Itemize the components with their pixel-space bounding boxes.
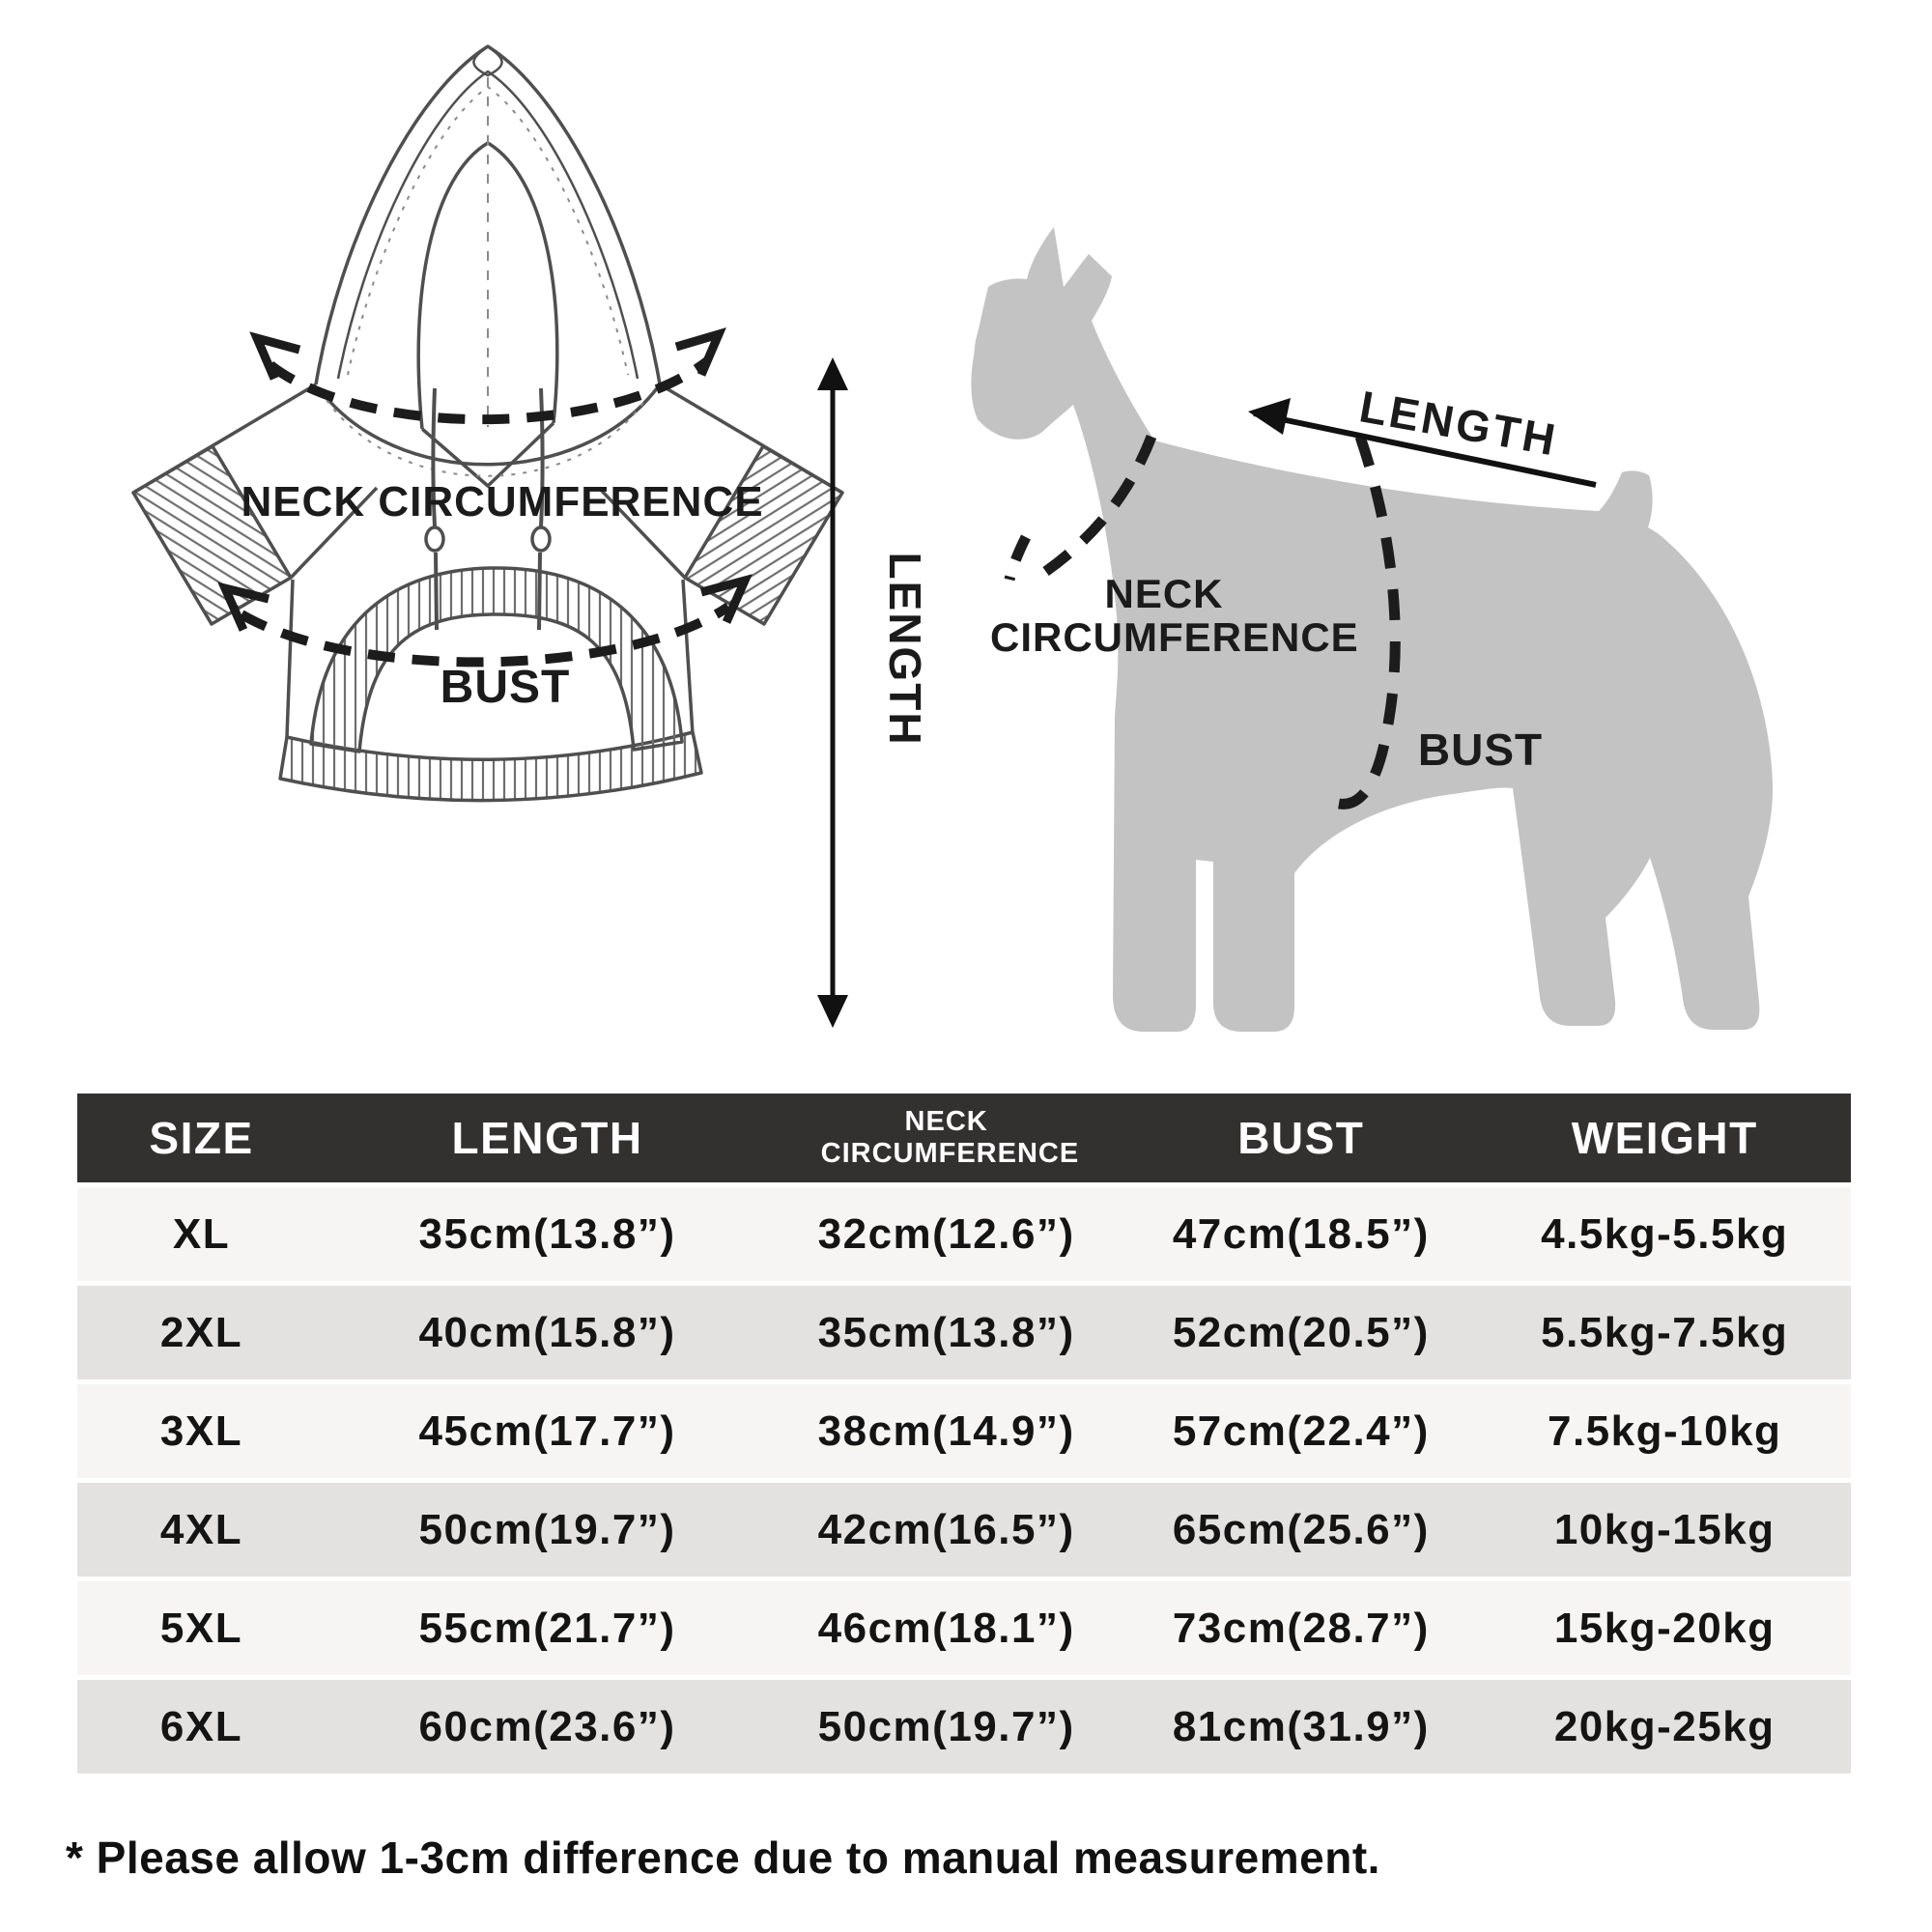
cell-weight: 10kg-15kg <box>1553 1505 1776 1553</box>
col-header-size: SIZE <box>77 1094 326 1185</box>
dog-bust-label: BUST <box>1417 724 1544 775</box>
cell-length: 40cm(15.8”) <box>418 1308 676 1356</box>
table-header-row <box>77 1094 1851 1185</box>
cell-neck: 35cm(13.8”) <box>817 1308 1075 1356</box>
cell-bust: 65cm(25.6”) <box>1172 1505 1430 1553</box>
hoodie-bust-label: BUST <box>440 662 571 713</box>
cell-neck: 46cm(18.1”) <box>817 1604 1075 1652</box>
cell-weight: 20kg-25kg <box>1553 1702 1776 1750</box>
col-header-bust: BUST <box>1123 1094 1478 1185</box>
cell-neck: 50cm(19.7”) <box>817 1702 1075 1750</box>
col-header-length: LENGTH <box>326 1094 769 1185</box>
table-row <box>77 1185 1851 1284</box>
table-row <box>77 1579 1851 1678</box>
length-arrow <box>817 357 848 1028</box>
col-header-neck: NECK CIRCUMFERENCE <box>769 1094 1123 1185</box>
cell-size: 3XL <box>159 1406 243 1455</box>
hoodie-neck-label: NECK CIRCUMFERENCE <box>241 478 764 526</box>
cell-size: 2XL <box>159 1308 243 1356</box>
cell-bust: 47cm(18.5”) <box>1172 1209 1430 1258</box>
cell-weight: 4.5kg-5.5kg <box>1541 1209 1789 1258</box>
table-row <box>77 1481 1851 1579</box>
cell-length: 45cm(17.7”) <box>418 1406 676 1455</box>
cell-bust: 52cm(20.5”) <box>1172 1308 1430 1356</box>
cell-size: XL <box>172 1209 231 1258</box>
cell-bust: 57cm(22.4”) <box>1172 1406 1430 1455</box>
measurement-note: * Please allow 1-3cm difference due to manual measurement. <box>66 1833 1380 1883</box>
cell-bust: 73cm(28.7”) <box>1172 1604 1430 1652</box>
size-chart-table <box>77 1094 1851 1774</box>
dog-length-label: LENGTH <box>1355 381 1562 466</box>
cell-neck: 42cm(16.5”) <box>817 1505 1075 1553</box>
cell-size: 6XL <box>159 1702 243 1750</box>
cell-neck: 38cm(14.9”) <box>817 1406 1075 1455</box>
cell-neck: 32cm(12.6”) <box>817 1209 1075 1258</box>
table-row <box>77 1678 1851 1775</box>
cell-length: 55cm(21.7”) <box>418 1604 676 1652</box>
cell-weight: 5.5kg-7.5kg <box>1541 1308 1789 1356</box>
cell-length: 35cm(13.8”) <box>418 1209 676 1258</box>
length-axis-label: LENGTH <box>880 552 930 747</box>
cell-bust: 81cm(31.9”) <box>1172 1702 1430 1750</box>
cell-weight: 7.5kg-10kg <box>1547 1406 1782 1455</box>
cell-size: 4XL <box>159 1505 243 1553</box>
cell-size: 5XL <box>159 1604 243 1652</box>
cell-weight: 15kg-20kg <box>1553 1604 1776 1652</box>
cell-length: 60cm(23.6”) <box>418 1702 676 1750</box>
table-row <box>77 1284 1851 1382</box>
dog-neck-label: NECK CIRCUMFERENCE <box>990 571 1359 661</box>
col-header-weight: WEIGHT <box>1478 1094 1851 1185</box>
table-row <box>77 1382 1851 1481</box>
cell-length: 50cm(19.7”) <box>418 1505 676 1553</box>
